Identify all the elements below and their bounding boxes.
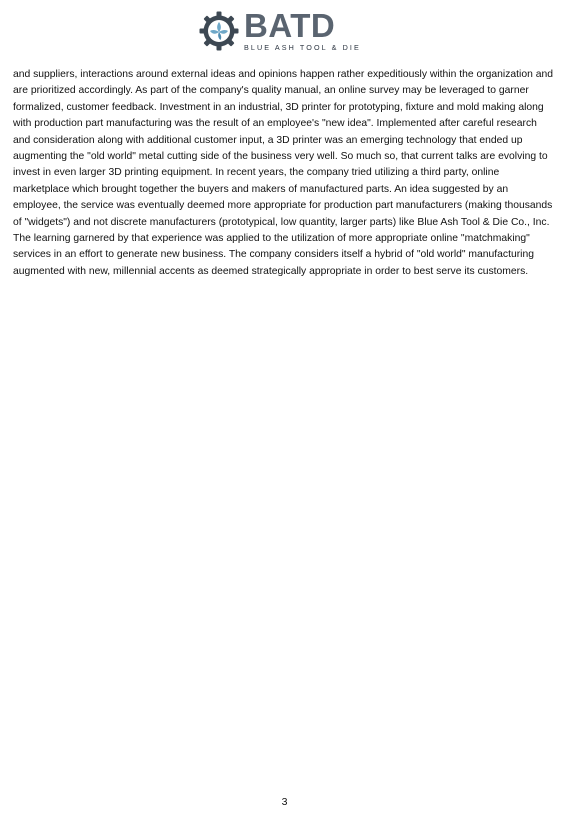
- body-paragraph: and suppliers, interactions around external ideas and opinions happen rather expeditiously within the organization and are prioritized accordingly. As part of the company's quality manual, an online survey may be leveraged to garner formalized, customer feedback. Investment in an industrial, 3D printer for prototyping, fixture and mold making along with production part manufacturing was the result of an employee's "new idea". Implemented after careful research and consideration along with additional customer input, a 3D printer was an emerging technology that ended up augmenting the "old world" metal cutting side of the business very well. So much so, that current talks are evolving to invest in even larger 3D printing equipment. In recent years, the company tried utilizing a third party, online marketplace which brought together the buyers and makers of manufactured parts. An idea suggested by an employee, the service was eventually deemed more appropriate for production part manufacturers (making thousands of "widgets") and not discrete manufacturers (prototypical, low quantity, larger parts) like Blue Ash Tool & Die Co., Inc. The learning garnered by that experience was applied to the utilization of more appropriate online "matchmaking" services in an effort to generate new business. The company considers itself a hybrid of "old world" manufacturing augmented with new, millennial accents as deemed strategically appropriate in order to best serve its customers.: [13, 69, 553, 277]
- page-number: 3: [281, 796, 288, 808]
- gear-leaf-icon: [198, 10, 240, 52]
- logo-text: [244, 7, 361, 53]
- company-logo: [198, 8, 368, 54]
- logo-tagline: BLUE ASH TOOL & DIE: [244, 43, 361, 53]
- logo-wordmark: BATD: [244, 7, 336, 45]
